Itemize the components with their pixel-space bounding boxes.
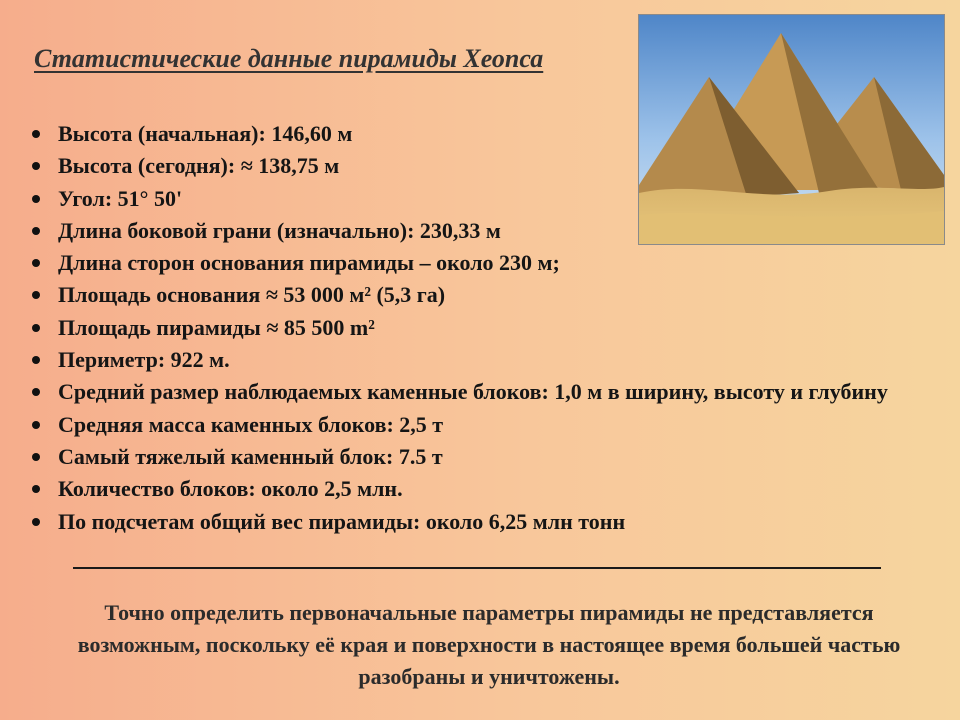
list-item [30,247,888,279]
bullet-icon [32,356,40,364]
fact-text: Самый тяжелый каменный блок: 7.5 т [58,443,443,469]
bullet-icon [32,485,40,493]
fact-text: Количество блоков: около 2,5 млн. [58,476,403,502]
fact-text: Периметр: 922 м. [58,347,230,373]
list-item [30,279,888,311]
fact-text: Угол: 51° 50' [58,185,183,211]
list-item [30,150,888,182]
fact-text: Площадь пирамиды ≈ 85 500 m² [58,314,375,340]
bullet-icon [32,388,40,396]
list-item [30,376,888,408]
list-item [30,312,888,344]
bullet-icon [32,130,40,138]
bullet-icon [32,421,40,429]
list-item [30,215,888,247]
bullet-icon [32,162,40,170]
fact-text: Высота (начальная): 146,60 м [58,121,353,146]
list-item [30,344,888,376]
footnote: Точно определить первоначальные параметры пирамиды не представляется возможным, поскольку её края и поверхности в настоящее время большей частью разобраны и уничтожены. [77,600,901,689]
fact-text: Площадь основания ≈ 53 000 м² (5,3 га) [58,282,446,308]
divider-line [73,567,881,569]
list-item [30,473,888,505]
fact-text: Длина сторон основания пирамиды – около 230 м; [58,250,560,276]
bullet-icon [32,227,40,235]
fact-text: По подсчетам общий вес пирамиды: около 6,25 млн тонн [58,508,626,534]
list-item [30,506,888,538]
list-item [30,183,888,215]
fact-text: Высота (сегодня): ≈ 138,75 м [58,153,340,179]
fact-text: Длина боковой грани (изначально): 230,33 м [58,217,501,243]
bullet-icon [32,195,40,203]
facts-list [30,118,888,538]
fact-text: Средний размер наблюдаемых каменные блоков: 1,0 м в ширину, высоту и глубину [58,379,888,405]
list-item [30,441,888,473]
bullet-icon [32,324,40,332]
bullet-icon [32,291,40,299]
bullet-icon [32,453,40,461]
list-item [30,409,888,441]
list-item [30,118,888,150]
fact-text: Средняя масса каменных блоков: 2,5 т [58,411,444,437]
slide-title: Статистические данные пирамиды Хеопса [34,44,544,73]
bullet-icon [32,259,40,267]
bullet-icon [32,518,40,526]
